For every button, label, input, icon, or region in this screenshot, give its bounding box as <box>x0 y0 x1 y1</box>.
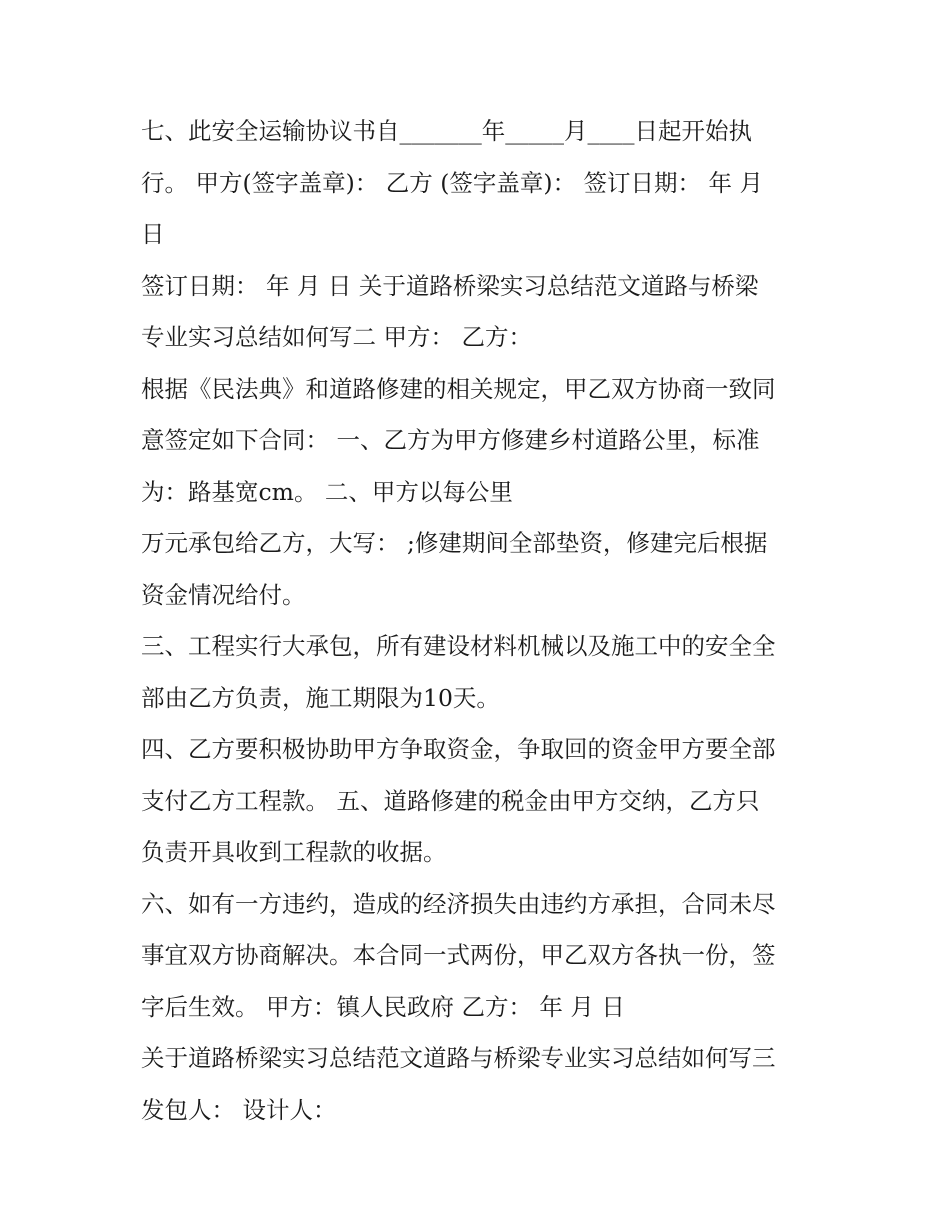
text-line: 意签定如下合同： 一、乙方为甲方修建乡村道路公里，标准 <box>141 426 760 454</box>
text-line: 六、如有一方违约，造成的经济损失由违约方承担，合同未尽 <box>141 889 776 918</box>
text-line: 关于道路桥梁实习总结范文道路与桥梁专业实习总结如何写三 <box>141 1044 776 1072</box>
text-line: 支付乙方工程款。 五、道路修建的税金由甲方交纳，乙方只 <box>141 786 760 815</box>
text-line: 日 <box>141 220 165 248</box>
text-line: 负责开具收到工程款的收据。 <box>141 838 447 866</box>
text-line: 资金情况给付。 <box>141 580 306 609</box>
text-line: 七、此安全运输协议书自_______年_____月____日起开始执 <box>141 117 752 145</box>
text-line: 行。 甲方(签字盖章)： 乙方 (签字盖章)： 签订日期： 年 月 <box>141 168 763 197</box>
text-line: 部由乙方负责，施工期限为10天。 <box>141 683 500 712</box>
text-line: 字后生效。 甲方：镇人民政府 乙方： 年 月 日 <box>141 992 625 1021</box>
text-line: 三、工程实行大承包，所有建设材料机械以及施工中的安全全 <box>141 632 776 660</box>
text-line: 四、乙方要积极协助甲方争取资金，争取回的资金甲方要全部 <box>141 735 776 763</box>
text-line: 事宜双方协商解决。本合同一式两份，甲乙双方各执一份，签 <box>141 941 776 969</box>
text-line: 专业实习总结如何写二 甲方： 乙方： <box>141 323 532 351</box>
text-line: 万元承包给乙方，大写： ;修建期间全部垫资，修建完后根据 <box>141 529 768 557</box>
text-line: 签订日期： 年 月 日 关于道路桥梁实习总结范文道路与桥梁 <box>141 271 759 300</box>
text-line: 根据《民法典》和道路修建的相关规定，甲乙双方协商一致同 <box>141 374 776 403</box>
text-line: 发包人： 设计人： <box>141 1095 337 1124</box>
text-line: 为：路基宽cm。 二、甲方以每公里 <box>141 477 513 506</box>
document-body <box>141 106 821 1136</box>
